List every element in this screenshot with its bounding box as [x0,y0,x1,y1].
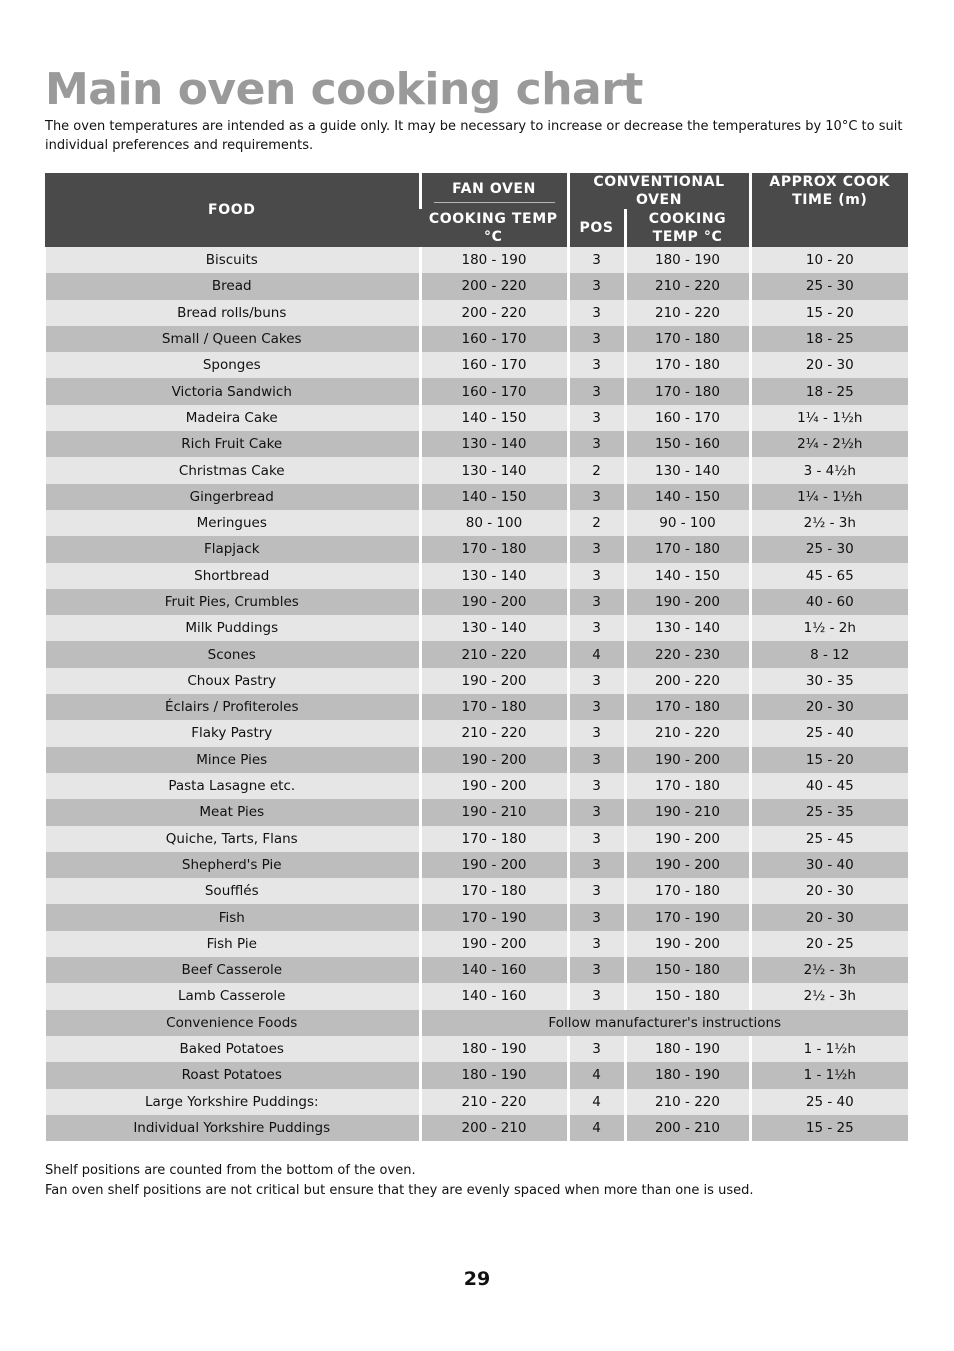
cell-shelf-position: 3 [568,1036,625,1062]
table-row [45,720,908,746]
cell-conventional-temp: 190 - 200 [625,826,750,852]
cell-fan-temp: 130 - 140 [420,457,568,483]
cooking-chart-table [45,173,908,1141]
table-row [45,589,908,615]
cell-fan-temp: 160 - 170 [420,352,568,378]
cell-fan-temp: 180 - 190 [420,247,568,273]
cell-conventional-temp: 190 - 210 [625,799,750,825]
cell-conventional-temp: 180 - 190 [625,1036,750,1062]
table-row [45,1115,908,1141]
cell-fan-temp: 170 - 180 [420,694,568,720]
cell-conventional-temp: 170 - 180 [625,352,750,378]
cell-fan-temp: 210 - 220 [420,641,568,667]
cell-food: Milk Puddings [45,615,420,641]
cell-fan-temp: 170 - 180 [420,826,568,852]
table-row [45,300,908,326]
cell-cook-time: 1¼ - 1½h [750,405,908,431]
cell-cook-time: 1 - 1½h [750,1036,908,1062]
cell-shelf-position: 4 [568,1062,625,1088]
cell-cook-time: 8 - 12 [750,641,908,667]
table-row [45,378,908,404]
cell-food: Choux Pastry [45,668,420,694]
table-header [45,173,908,247]
cell-food: Pasta Lasagne etc. [45,773,420,799]
cell-conventional-temp: 170 - 180 [625,773,750,799]
cell-cook-time: 25 - 40 [750,720,908,746]
cell-shelf-position: 3 [568,536,625,562]
cell-fan-temp: 190 - 210 [420,799,568,825]
header-divider [434,202,555,203]
cell-cook-time: 18 - 25 [750,326,908,352]
table-row [45,1062,908,1088]
cell-cook-time: 20 - 25 [750,931,908,957]
header-conventional-oven [568,173,750,209]
cell-fan-temp: 190 - 200 [420,668,568,694]
cell-fan-temp: 130 - 140 [420,615,568,641]
cell-food: Éclairs / Profiteroles [45,694,420,720]
cell-cook-time: 40 - 60 [750,589,908,615]
table-row [45,405,908,431]
cell-fan-temp: 190 - 200 [420,852,568,878]
cell-cook-time: 2½ - 3h [750,957,908,983]
cell-food: Bread rolls/buns [45,300,420,326]
cell-conventional-temp: 140 - 150 [625,563,750,589]
cell-fan-temp: 170 - 190 [420,904,568,930]
table-row [45,694,908,720]
cell-cook-time: 18 - 25 [750,378,908,404]
cell-conventional-temp: 210 - 220 [625,273,750,299]
cell-conventional-temp: 90 - 100 [625,510,750,536]
cell-conventional-temp: 130 - 140 [625,615,750,641]
cell-fan-temp: 170 - 180 [420,878,568,904]
cell-food: Mince Pies [45,747,420,773]
cell-cook-time: 20 - 30 [750,694,908,720]
cell-shelf-position: 3 [568,826,625,852]
cell-cook-time: 25 - 40 [750,1089,908,1115]
header-fan-oven-label: FAN OVEN [452,180,536,197]
table-row [45,773,908,799]
cell-food: Fish Pie [45,931,420,957]
cell-conventional-temp: 150 - 180 [625,983,750,1009]
cell-shelf-position: 4 [568,1089,625,1115]
cell-shelf-position: 3 [568,931,625,957]
header-approx-cook-time-label: APPROX COOK TIME (m) [769,174,891,208]
cell-conventional-temp: 210 - 220 [625,720,750,746]
header-fan-cooking-temp-label: COOKING TEMP °C [428,211,558,245]
table-row [45,326,908,352]
cell-shelf-position: 3 [568,878,625,904]
table-row [45,668,908,694]
cell-shelf-position: 3 [568,615,625,641]
table-row [45,747,908,773]
cell-fan-temp: 160 - 170 [420,378,568,404]
cell-food: Meat Pies [45,799,420,825]
table-row [45,352,908,378]
cell-shelf-position: 4 [568,641,625,667]
cell-conventional-temp: 190 - 200 [625,852,750,878]
cell-cook-time: 30 - 40 [750,852,908,878]
table-row [45,826,908,852]
cell-shelf-position: 3 [568,694,625,720]
cell-cook-time: 2¼ - 2½h [750,431,908,457]
cell-instructions-note: Follow manufacturer's instructions [420,1010,908,1036]
table-row [45,563,908,589]
cell-shelf-position: 4 [568,1115,625,1141]
cell-cook-time: 20 - 30 [750,352,908,378]
cell-fan-temp: 80 - 100 [420,510,568,536]
cell-food: Baked Potatoes [45,1036,420,1062]
cell-food: Gingerbread [45,484,420,510]
header-conv-cooking-temp [625,209,750,247]
cell-shelf-position: 3 [568,852,625,878]
cell-shelf-position: 3 [568,799,625,825]
cell-fan-temp: 190 - 200 [420,931,568,957]
cell-shelf-position: 3 [568,352,625,378]
cell-food: Quiche, Tarts, Flans [45,826,420,852]
table-row [45,273,908,299]
cell-conventional-temp: 170 - 190 [625,904,750,930]
cell-cook-time: 20 - 30 [750,904,908,930]
cell-food: Beef Casserole [45,957,420,983]
cell-shelf-position: 2 [568,510,625,536]
cell-cook-time: 2½ - 3h [750,983,908,1009]
cell-cook-time: 25 - 30 [750,536,908,562]
cell-cook-time: 25 - 45 [750,826,908,852]
cell-food: Soufflés [45,878,420,904]
cell-conventional-temp: 200 - 220 [625,668,750,694]
table-row [45,904,908,930]
cell-conventional-temp: 150 - 180 [625,957,750,983]
cell-conventional-temp: 190 - 200 [625,747,750,773]
cell-conventional-temp: 180 - 190 [625,1062,750,1088]
table-row [45,931,908,957]
cell-conventional-temp: 180 - 190 [625,247,750,273]
cell-fan-temp: 140 - 160 [420,957,568,983]
cell-fan-temp: 180 - 190 [420,1036,568,1062]
cell-conventional-temp: 140 - 150 [625,484,750,510]
table-row [45,536,908,562]
cell-food: Sponges [45,352,420,378]
cell-food: Large Yorkshire Puddings: [45,1089,420,1115]
cell-shelf-position: 3 [568,405,625,431]
cell-food: Shepherd's Pie [45,852,420,878]
intro-text: The oven temperatures are intended as a guide only. It may be necessary to increase or decrease the temperatures by 10°C to suit individual preferences and requirements. [45,119,903,153]
cell-shelf-position: 3 [568,247,625,273]
cell-shelf-position: 3 [568,668,625,694]
cell-food: Bread [45,273,420,299]
cell-cook-time: 30 - 35 [750,668,908,694]
table-row [45,852,908,878]
cell-shelf-position: 3 [568,747,625,773]
table-row [45,247,908,273]
cell-fan-temp: 200 - 220 [420,300,568,326]
cell-cook-time: 15 - 20 [750,747,908,773]
header-conv-cooking-temp-label: COOKING TEMP °C [648,211,727,245]
cell-fan-temp: 190 - 200 [420,747,568,773]
cell-shelf-position: 2 [568,457,625,483]
cell-conventional-temp: 170 - 180 [625,878,750,904]
cell-conventional-temp: 170 - 180 [625,694,750,720]
cell-conventional-temp: 160 - 170 [625,405,750,431]
cell-food: Flaky Pastry [45,720,420,746]
table-row [45,878,908,904]
page-title: Main oven cooking chart [45,64,643,115]
cell-food: Meringues [45,510,420,536]
cell-shelf-position: 3 [568,484,625,510]
cell-cook-time: 20 - 30 [750,878,908,904]
cell-food: Roast Potatoes [45,1062,420,1088]
cell-food: Convenience Foods [45,1010,420,1036]
cell-fan-temp: 180 - 190 [420,1062,568,1088]
header-approx-cook-time [750,173,908,209]
cell-conventional-temp: 190 - 200 [625,931,750,957]
header-pos [568,209,625,247]
table-row [45,799,908,825]
table-row [45,1036,908,1062]
cell-cook-time: 1 - 1½h [750,1062,908,1088]
cell-fan-temp: 200 - 220 [420,273,568,299]
cell-conventional-temp: 190 - 200 [625,589,750,615]
cell-cook-time: 10 - 20 [750,247,908,273]
table-row [45,484,908,510]
cell-conventional-temp: 150 - 160 [625,431,750,457]
table-row [45,457,908,483]
cell-cook-time: 1¼ - 1½h [750,484,908,510]
table-row [45,983,908,1009]
table-row [45,510,908,536]
cell-cook-time: 15 - 25 [750,1115,908,1141]
table-row [45,1010,908,1036]
cell-shelf-position: 3 [568,983,625,1009]
cell-food: Lamb Casserole [45,983,420,1009]
table-row [45,1089,908,1115]
cell-shelf-position: 3 [568,957,625,983]
cell-conventional-temp: 170 - 180 [625,326,750,352]
cell-shelf-position: 3 [568,431,625,457]
cell-conventional-temp: 200 - 210 [625,1115,750,1141]
cell-conventional-temp: 210 - 220 [625,300,750,326]
cell-fan-temp: 170 - 180 [420,536,568,562]
cell-shelf-position: 3 [568,378,625,404]
cell-fan-temp: 130 - 140 [420,431,568,457]
cell-food: Madeira Cake [45,405,420,431]
cell-shelf-position: 3 [568,773,625,799]
table-body [45,247,908,1141]
cell-food: Small / Queen Cakes [45,326,420,352]
footnote-shelf-positions: Shelf positions are counted from the bottom of the oven. [45,1163,416,1178]
cell-food: Shortbread [45,563,420,589]
table-row [45,957,908,983]
cell-shelf-position: 3 [568,300,625,326]
cell-fan-temp: 210 - 220 [420,1089,568,1115]
cell-food: Christmas Cake [45,457,420,483]
header-conventional-oven-label: CONVENTIONAL OVEN [593,174,725,208]
cell-food: Fish [45,904,420,930]
page-number: 29 [463,1268,491,1290]
cell-shelf-position: 3 [568,904,625,930]
table-row [45,431,908,457]
cell-cook-time: 2½ - 3h [750,510,908,536]
cell-food: Victoria Sandwich [45,378,420,404]
footnote-fan-oven-shelves: Fan oven shelf positions are not critical but ensure that they are evenly spaced when more than one is used. [45,1183,754,1198]
cell-cook-time: 1½ - 2h [750,615,908,641]
cell-food: Fruit Pies, Crumbles [45,589,420,615]
cell-food: Scones [45,641,420,667]
cell-fan-temp: 140 - 150 [420,484,568,510]
cell-fan-temp: 160 - 170 [420,326,568,352]
cell-food: Rich Fruit Cake [45,431,420,457]
cell-fan-temp: 200 - 210 [420,1115,568,1141]
header-food-label: FOOD [208,202,256,218]
cell-cook-time: 25 - 30 [750,273,908,299]
cell-conventional-temp: 220 - 230 [625,641,750,667]
footnotes [45,1161,915,1201]
header-fan-cooking-temp [420,209,568,247]
header-time-blank [750,209,908,247]
cell-cook-time: 45 - 65 [750,563,908,589]
cell-fan-temp: 130 - 140 [420,563,568,589]
cell-conventional-temp: 170 - 180 [625,536,750,562]
cell-shelf-position: 3 [568,563,625,589]
cell-conventional-temp: 170 - 180 [625,378,750,404]
header-food [45,173,420,247]
cell-fan-temp: 190 - 200 [420,589,568,615]
cell-cook-time: 25 - 35 [750,799,908,825]
cell-shelf-position: 3 [568,273,625,299]
cell-cook-time: 15 - 20 [750,300,908,326]
cell-food: Biscuits [45,247,420,273]
cell-shelf-position: 3 [568,589,625,615]
cell-shelf-position: 3 [568,720,625,746]
table-row [45,615,908,641]
cell-fan-temp: 140 - 150 [420,405,568,431]
header-fan-oven [420,173,568,209]
cell-fan-temp: 190 - 200 [420,773,568,799]
cell-conventional-temp: 130 - 140 [625,457,750,483]
cell-conventional-temp: 210 - 220 [625,1089,750,1115]
cell-cook-time: 3 - 4½h [750,457,908,483]
header-pos-label: POS [579,220,614,236]
cell-food: Individual Yorkshire Puddings [45,1115,420,1141]
table-row [45,641,908,667]
cell-cook-time: 40 - 45 [750,773,908,799]
cell-shelf-position: 3 [568,326,625,352]
cell-food: Flapjack [45,536,420,562]
cell-fan-temp: 210 - 220 [420,720,568,746]
cell-fan-temp: 140 - 160 [420,983,568,1009]
